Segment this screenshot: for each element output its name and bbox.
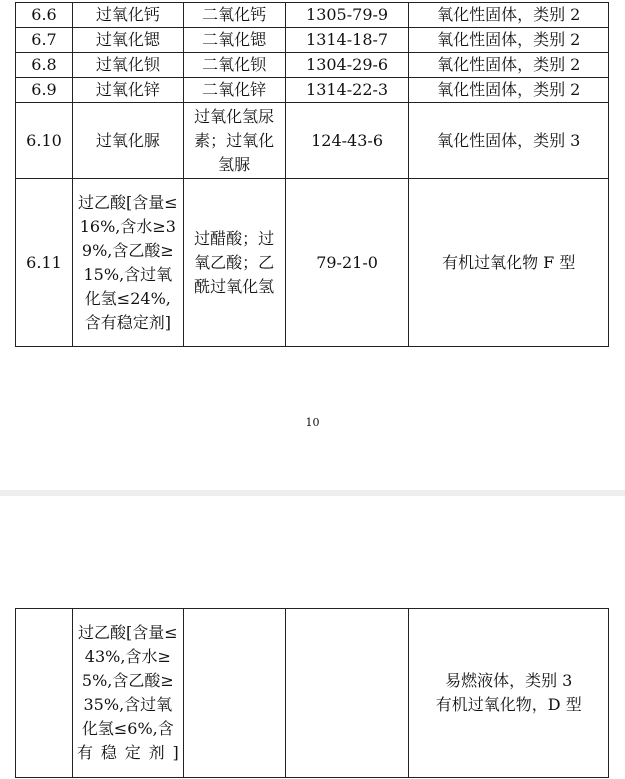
cell-alias: 过醋酸；过氧乙酸；乙酰过氧化氢: [183, 179, 285, 347]
cell-hazard: 氧化性固体，类别 2: [409, 78, 609, 103]
cell-cas: 1314-22-3: [285, 78, 409, 103]
cell-hazard: [409, 609, 609, 778]
cell-hazard: 氧化性固体，类别 2: [409, 53, 609, 78]
chemical-table: [15, 2, 609, 347]
table-row: [16, 53, 609, 78]
cell-alias: 过氧化氢尿素；过氧化氢脲: [183, 103, 285, 179]
cell-name: 过氧化脲: [72, 103, 183, 179]
hazard-line-1: 易燃液体，类别 3: [445, 671, 573, 690]
table-row: [16, 103, 609, 179]
cell-no: 6.6: [16, 3, 73, 28]
cell-no: 6.10: [16, 103, 73, 179]
cell-no: 6.7: [16, 28, 73, 53]
cell-hazard: 氧化性固体，类别 2: [409, 3, 609, 28]
cell-name: 过乙酸[含量≤43%,含水≥5%,含乙酸≥35%,含过氧化氢≤6%,含有稳定剂]: [72, 609, 183, 778]
cell-cas: 124-43-6: [285, 103, 409, 179]
cell-cas: 1305-79-9: [285, 3, 409, 28]
table-row: [16, 609, 609, 778]
cell-cas: 1304-29-6: [285, 53, 409, 78]
table-row: [16, 78, 609, 103]
cell-hazard: 氧化性固体，类别 3: [409, 103, 609, 179]
cell-hazard: 有机过氧化物 F 型: [409, 179, 609, 347]
cell-cas: 1314-18-7: [285, 28, 409, 53]
cell-cas: 79-21-0: [285, 179, 409, 347]
cell-cas: [285, 609, 409, 778]
cell-no: [16, 609, 73, 778]
page-number: 10: [305, 416, 320, 429]
cell-no: 6.9: [16, 78, 73, 103]
cell-hazard: 氧化性固体，类别 2: [409, 28, 609, 53]
table-row: [16, 3, 609, 28]
cell-name: 过氧化锌: [72, 78, 183, 103]
cell-name: 过氧化锶: [72, 28, 183, 53]
hazard-line-2: 有机过氧化物，D 型: [435, 695, 582, 714]
table-row: [16, 179, 609, 347]
cell-alias: 二氧化锌: [183, 78, 285, 103]
cell-no: 6.8: [16, 53, 73, 78]
table-row: [16, 28, 609, 53]
cell-name: 过氧化钡: [72, 53, 183, 78]
cell-name: 过乙酸[含量≤16%,含水≥39%,含乙酸≥15%,含过氧化氢≤24%,含有稳定剂]: [72, 179, 183, 347]
cell-alias: 二氧化钙: [183, 3, 285, 28]
cell-alias: 二氧化钡: [183, 53, 285, 78]
cell-no: 6.11: [16, 179, 73, 347]
cell-name: 过氧化钙: [72, 3, 183, 28]
cell-alias: 二氧化锶: [183, 28, 285, 53]
cell-alias: [183, 609, 285, 778]
chemical-table-continued: [15, 608, 609, 778]
